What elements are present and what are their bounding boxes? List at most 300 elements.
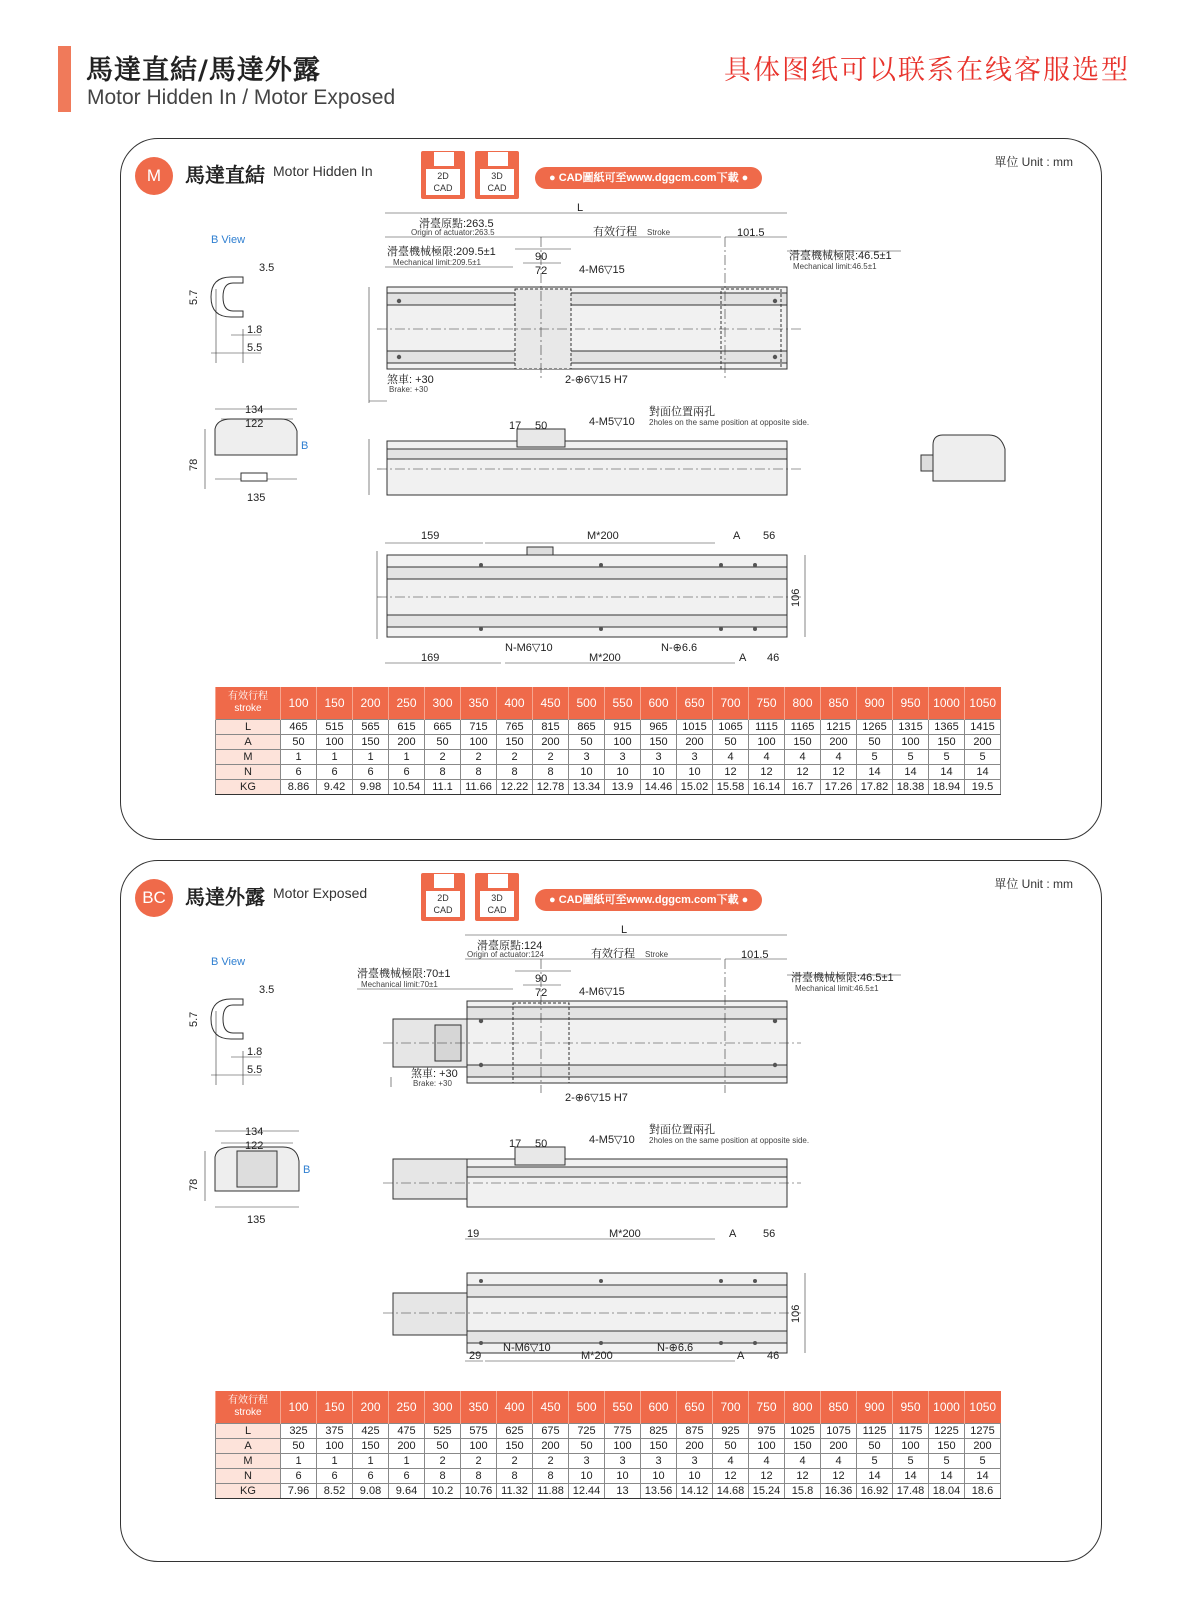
dim-top-left: 19	[467, 1228, 480, 1240]
table-cell: 14	[857, 765, 893, 780]
dim-m200-top: M*200	[609, 1228, 641, 1240]
table-cell: 675	[533, 1424, 569, 1439]
stroke-col: 800	[785, 1391, 821, 1424]
table-cell: 12	[821, 1469, 857, 1484]
table-cell: 12	[821, 765, 857, 780]
stroke-col: 450	[533, 1391, 569, 1424]
table-row	[216, 1424, 1001, 1439]
table-cell: 4	[785, 750, 821, 765]
b-marker: B	[301, 440, 309, 452]
table-cell: 8	[461, 1469, 497, 1484]
table-cell: 625	[497, 1424, 533, 1439]
table-cell: 18.94	[929, 780, 965, 795]
stroke-col: 400	[497, 1391, 533, 1424]
dim-A-bottom: A	[739, 652, 747, 664]
table-row	[216, 720, 1001, 735]
table-cell: 3	[677, 750, 713, 765]
table-cell: 12.78	[533, 780, 569, 795]
dim-5-7: 5.7	[188, 1011, 200, 1027]
section-title-cn: 馬達直結	[185, 163, 265, 187]
stroke-col: 950	[893, 1391, 929, 1424]
table-cell: 11.32	[497, 1484, 533, 1499]
table-cell: 715	[461, 720, 497, 735]
table-cell: 14	[929, 765, 965, 780]
stroke-col: 550	[605, 687, 641, 720]
dim-134: 134	[245, 1126, 264, 1138]
table-cell: 17.82	[857, 780, 893, 795]
stroke-col: 800	[785, 687, 821, 720]
table-body	[216, 720, 1001, 795]
row-label: A	[216, 735, 281, 750]
brake-cn: 煞車: +30	[411, 1068, 458, 1080]
table-row	[216, 1484, 1001, 1499]
cad-3d-sub: CAD	[487, 183, 507, 193]
stroke-col: 450	[533, 687, 569, 720]
dim-135: 135	[247, 1214, 266, 1226]
stroke-col: 700	[713, 1391, 749, 1424]
table-cell: 11.66	[461, 780, 497, 795]
table-cell: 50	[713, 735, 749, 750]
stroke-col: 150	[317, 1391, 353, 1424]
table-cell: 525	[425, 1424, 461, 1439]
table-cell: 10.54	[389, 780, 425, 795]
origin-cn: 滑臺原點:124	[477, 940, 543, 952]
table-cell: 100	[461, 1439, 497, 1454]
table-cell: 4	[785, 1454, 821, 1469]
stroke-col: 900	[857, 687, 893, 720]
table-cell: 6	[389, 765, 425, 780]
dim-5-5: 5.5	[247, 342, 263, 354]
stroke-col: 100	[281, 687, 317, 720]
panel-motor-hidden	[120, 138, 1102, 840]
table-cell: 8	[533, 1469, 569, 1484]
table-cell: 150	[353, 735, 389, 750]
dim-bottom-left: 169	[421, 652, 440, 664]
table-cell: 1115	[749, 720, 785, 735]
table-cell: 100	[605, 735, 641, 750]
page-subtitle: Motor Hidden In / Motor Exposed	[87, 86, 396, 109]
table-cell: 775	[605, 1424, 641, 1439]
table-cell: 8	[425, 765, 461, 780]
table-cell: 4	[713, 1454, 749, 1469]
table-cell: 6	[317, 1469, 353, 1484]
table-cell: 100	[317, 735, 353, 750]
table-cell: 575	[461, 1424, 497, 1439]
table-cell: 1315	[893, 720, 929, 735]
stroke-col: 750	[749, 687, 785, 720]
cad-3d-label: 3D	[491, 893, 503, 903]
mech-left-cn: 滑臺機械極限:70±1	[357, 968, 451, 980]
table-cell: 15.24	[749, 1484, 785, 1499]
table-cell: 3	[605, 750, 641, 765]
dim-L: L	[577, 202, 584, 214]
mech-left-en: Mechanical limit:209.5±1	[393, 258, 481, 267]
origin-cn: 滑臺原點:263.5	[419, 218, 494, 230]
table-cell: 16.14	[749, 780, 785, 795]
table-cell: 150	[353, 1439, 389, 1454]
table-cell: 50	[425, 735, 461, 750]
table-cell: 8	[425, 1469, 461, 1484]
table-cell: 50	[569, 735, 605, 750]
dim-A-top: A	[733, 530, 741, 542]
table-cell: 2	[533, 1454, 569, 1469]
table-cell: 1065	[713, 720, 749, 735]
cad-download-link[interactable]: ● CAD圖紙可至www.dggcm.com下載 ●	[535, 889, 762, 911]
table-cell: 12.44	[569, 1484, 605, 1499]
table-cell: 1215	[821, 720, 857, 735]
spec-table-motor-exposed	[215, 1391, 1001, 1499]
dim-72: 72	[535, 987, 548, 999]
hole-nm6: N-M6▽10	[505, 642, 553, 654]
table-cell: 150	[641, 1439, 677, 1454]
stroke-header-en: stroke	[234, 703, 262, 714]
dim-17: 17	[509, 1138, 522, 1150]
unit-label: 單位 Unit : mm	[994, 877, 1073, 891]
table-cell: 1165	[785, 720, 821, 735]
table-cell: 465	[281, 720, 317, 735]
brake-en: Brake: +30	[413, 1079, 452, 1088]
row-label: KG	[216, 1484, 281, 1499]
stroke-cn: 有效行程	[591, 948, 635, 960]
table-cell: 8.86	[281, 780, 317, 795]
unit-label: 單位 Unit : mm	[994, 155, 1073, 169]
table-cell: 1075	[821, 1424, 857, 1439]
table-cell: 1125	[857, 1424, 893, 1439]
table-cell: 5	[965, 1454, 1001, 1469]
table-cell: 3	[569, 750, 605, 765]
dim-90: 90	[535, 251, 548, 263]
table-cell: 1275	[965, 1424, 1001, 1439]
table-cell: 1	[353, 1454, 389, 1469]
table-cell: 16.7	[785, 780, 821, 795]
dim-101-5: 101.5	[737, 227, 765, 239]
table-cell: 615	[389, 720, 425, 735]
table-cell: 5	[929, 1454, 965, 1469]
stroke-en: Stroke	[645, 950, 669, 959]
table-cell: 10	[605, 765, 641, 780]
table-cell: 13.9	[605, 780, 641, 795]
table-cell: 8	[497, 1469, 533, 1484]
stroke-header-cn: 有效行程	[228, 691, 268, 702]
mech-left-cn: 滑臺機械極限:209.5±1	[387, 246, 496, 258]
cad-download-link[interactable]: ● CAD圖紙可至www.dggcm.com下載 ●	[535, 167, 762, 189]
table-cell: 8	[497, 765, 533, 780]
origin-en: Origin of actuator:263.5	[411, 228, 495, 237]
dim-L: L	[621, 924, 628, 936]
row-label: M	[216, 1454, 281, 1469]
table-cell: 1	[281, 750, 317, 765]
table-cell: 200	[677, 1439, 713, 1454]
dim-101-5: 101.5	[741, 949, 769, 961]
dim-46: 46	[767, 1350, 780, 1362]
table-cell: 12.22	[497, 780, 533, 795]
table-cell: 12	[749, 1469, 785, 1484]
table-cell: 14	[965, 1469, 1001, 1484]
table-cell: 17.48	[893, 1484, 929, 1499]
table-cell: 3	[569, 1454, 605, 1469]
dim-46: 46	[767, 652, 780, 664]
stroke-col: 1050	[965, 1391, 1001, 1424]
table-cell: 1	[389, 750, 425, 765]
stroke-en: Stroke	[647, 228, 671, 237]
dim-90: 90	[535, 973, 548, 985]
dim-106: 106	[790, 588, 802, 607]
stroke-col: 900	[857, 1391, 893, 1424]
table-cell: 200	[965, 1439, 1001, 1454]
table-cell: 14.46	[641, 780, 677, 795]
dim-122: 122	[245, 1140, 264, 1152]
table-cell: 200	[533, 735, 569, 750]
table-cell: 200	[821, 735, 857, 750]
table-cell: 13.34	[569, 780, 605, 795]
thread-m5: 4-M5▽10	[589, 1134, 635, 1146]
dim-17: 17	[509, 420, 522, 432]
table-cell: 150	[785, 735, 821, 750]
b-view-label: B View	[211, 956, 246, 968]
table-cell: 100	[317, 1439, 353, 1454]
stroke-col: 750	[749, 1391, 785, 1424]
table-cell: 10.76	[461, 1484, 497, 1499]
table-cell: 10	[641, 1469, 677, 1484]
row-label: L	[216, 1424, 281, 1439]
dim-135: 135	[247, 492, 266, 504]
table-cell: 1	[353, 750, 389, 765]
row-label: KG	[216, 780, 281, 795]
table-cell: 815	[533, 720, 569, 735]
page-title: 馬達直結/馬達外露	[86, 55, 321, 86]
header-accent-bar	[58, 46, 71, 112]
table-cell: 50	[281, 735, 317, 750]
table-cell: 11.88	[533, 1484, 569, 1499]
hole-n66: N-⊕6.6	[657, 1342, 694, 1354]
cad-2d-label: 2D	[437, 893, 449, 903]
row-label: A	[216, 1439, 281, 1454]
table-cell: 14.12	[677, 1484, 713, 1499]
dim-3-5: 3.5	[259, 262, 275, 274]
origin-en: Origin of actuator:124	[467, 950, 544, 959]
stroke-col: 950	[893, 687, 929, 720]
table-cell: 14	[929, 1469, 965, 1484]
table-cell: 150	[785, 1439, 821, 1454]
stroke-col: 500	[569, 687, 605, 720]
table-cell: 1175	[893, 1424, 929, 1439]
table-cell: 18.04	[929, 1484, 965, 1499]
table-cell: 100	[893, 735, 929, 750]
dim-5-5: 5.5	[247, 1064, 263, 1076]
table-cell: 13	[605, 1484, 641, 1499]
brake-en: Brake: +30	[389, 385, 428, 394]
row-label: N	[216, 1469, 281, 1484]
table-cell: 200	[677, 735, 713, 750]
table-cell: 975	[749, 1424, 785, 1439]
dim-1-8: 1.8	[247, 324, 263, 336]
table-cell: 425	[353, 1424, 389, 1439]
thread-m5: 4-M5▽10	[589, 416, 635, 428]
table-cell: 725	[569, 1424, 605, 1439]
table-cell: 50	[713, 1439, 749, 1454]
stroke-col: 350	[461, 687, 497, 720]
stroke-col: 350	[461, 1391, 497, 1424]
table-cell: 12	[749, 765, 785, 780]
mech-left-en: Mechanical limit:70±1	[361, 980, 438, 989]
table-cell: 14	[893, 765, 929, 780]
stroke-col: 250	[389, 1391, 425, 1424]
dim-5-7: 5.7	[188, 289, 200, 305]
table-cell: 10	[677, 765, 713, 780]
table-cell: 150	[929, 735, 965, 750]
table-cell: 7.96	[281, 1484, 317, 1499]
table-cell: 4	[749, 750, 785, 765]
dim-50: 50	[535, 1138, 548, 1150]
table-cell: 965	[641, 720, 677, 735]
table-cell: 150	[497, 735, 533, 750]
table-cell: 18.6	[965, 1484, 1001, 1499]
mech-right-cn: 滑臺機械極限:46.5±1	[791, 972, 894, 984]
section-title-en: Motor Exposed	[273, 885, 368, 901]
stroke-col: 650	[677, 1391, 713, 1424]
table-cell: 12	[785, 765, 821, 780]
stroke-cn: 有效行程	[593, 226, 637, 238]
stroke-col: 250	[389, 687, 425, 720]
table-cell: 50	[569, 1439, 605, 1454]
stroke-col: 200	[353, 687, 389, 720]
table-cell: 1015	[677, 720, 713, 735]
table-cell: 17.26	[821, 780, 857, 795]
stroke-col: 650	[677, 687, 713, 720]
table-cell: 50	[857, 735, 893, 750]
table-cell: 4	[713, 750, 749, 765]
mech-right-en: Mechanical limit:46.5±1	[793, 262, 877, 271]
table-cell: 200	[821, 1439, 857, 1454]
table-cell: 100	[605, 1439, 641, 1454]
table-cell: 4	[821, 1454, 857, 1469]
stroke-header-cn: 有效行程	[228, 1395, 268, 1406]
table-cell: 2	[461, 1454, 497, 1469]
table-cell: 665	[425, 720, 461, 735]
table-cell: 10	[677, 1469, 713, 1484]
stroke-col: 300	[425, 1391, 461, 1424]
table-cell: 1	[317, 750, 353, 765]
table-cell: 11.1	[425, 780, 461, 795]
table-cell: 12	[713, 765, 749, 780]
table-cell: 325	[281, 1424, 317, 1439]
dim-122: 122	[245, 418, 264, 430]
table-row	[216, 780, 1001, 795]
table-cell: 50	[425, 1439, 461, 1454]
stroke-col: 400	[497, 687, 533, 720]
table-cell: 915	[605, 720, 641, 735]
table-cell: 865	[569, 720, 605, 735]
table-cell: 3	[605, 1454, 641, 1469]
table-cell: 475	[389, 1424, 425, 1439]
table-cell: 200	[389, 1439, 425, 1454]
dim-56: 56	[763, 530, 776, 542]
table-cell: 875	[677, 1424, 713, 1439]
table-cell: 100	[749, 1439, 785, 1454]
table-cell: 50	[857, 1439, 893, 1454]
table-cell: 19.5	[965, 780, 1001, 795]
section-badge: M	[135, 157, 173, 195]
table-cell: 5	[857, 1454, 893, 1469]
table-cell: 100	[749, 735, 785, 750]
stroke-header-en: stroke	[234, 1407, 262, 1418]
table-header-row	[216, 687, 1001, 720]
table-cell: 12	[785, 1469, 821, 1484]
table-cell: 15.58	[713, 780, 749, 795]
table-cell: 765	[497, 720, 533, 735]
stroke-col: 850	[821, 687, 857, 720]
table-cell: 9.08	[353, 1484, 389, 1499]
table-cell: 9.64	[389, 1484, 425, 1499]
table-cell: 5	[857, 750, 893, 765]
section-badge: BC	[135, 879, 173, 917]
b-marker: B	[303, 1164, 311, 1176]
dim-bottom-left: 29	[469, 1350, 482, 1362]
table-cell: 9.98	[353, 780, 389, 795]
dim-50: 50	[535, 420, 548, 432]
table-body	[216, 1424, 1001, 1499]
table-cell: 2	[533, 750, 569, 765]
table-cell: 515	[317, 720, 353, 735]
dim-134: 134	[245, 404, 264, 416]
dim-m200-bottom: M*200	[589, 652, 621, 664]
table-cell: 10	[569, 765, 605, 780]
dim-78: 78	[188, 1178, 200, 1191]
table-cell: 1225	[929, 1424, 965, 1439]
stroke-col: 550	[605, 1391, 641, 1424]
table-cell: 8.52	[317, 1484, 353, 1499]
table-cell: 150	[641, 735, 677, 750]
thread-m6: 4-M6▽15	[579, 986, 625, 998]
table-cell: 100	[461, 735, 497, 750]
table-cell: 375	[317, 1424, 353, 1439]
b-view-label: B View	[211, 234, 246, 246]
table-cell: 3	[641, 750, 677, 765]
dim-3-5: 3.5	[259, 984, 275, 996]
table-cell: 1	[317, 1454, 353, 1469]
table-cell: 8	[533, 765, 569, 780]
dim-56: 56	[763, 1228, 776, 1240]
table-cell: 6	[281, 765, 317, 780]
stroke-col: 1000	[929, 687, 965, 720]
table-cell: 1265	[857, 720, 893, 735]
table-cell: 2	[461, 750, 497, 765]
table-cell: 14	[965, 765, 1001, 780]
stroke-col: 100	[281, 1391, 317, 1424]
hole-n66: N-⊕6.6	[661, 642, 698, 654]
table-cell: 12	[713, 1469, 749, 1484]
stroke-col: 1000	[929, 1391, 965, 1424]
table-cell: 2	[497, 750, 533, 765]
pin-hole: 2-⊕6▽15 H7	[565, 1092, 628, 1104]
thread-m6: 4-M6▽15	[579, 264, 625, 276]
mech-right-cn: 滑臺機械極限:46.5±1	[789, 250, 892, 262]
table-cell: 2	[497, 1454, 533, 1469]
table-cell: 15.02	[677, 780, 713, 795]
table-row	[216, 765, 1001, 780]
row-label: L	[216, 720, 281, 735]
opposite-en: 2holes on the same position at opposite side.	[649, 1136, 810, 1145]
stroke-col: 500	[569, 1391, 605, 1424]
table-cell: 200	[533, 1439, 569, 1454]
table-cell: 16.92	[857, 1484, 893, 1499]
stroke-col: 600	[641, 687, 677, 720]
dim-top-left: 159	[421, 530, 440, 542]
dim-A-bottom: A	[737, 1350, 745, 1362]
table-cell: 150	[497, 1439, 533, 1454]
row-label: M	[216, 750, 281, 765]
table-cell: 10	[641, 765, 677, 780]
